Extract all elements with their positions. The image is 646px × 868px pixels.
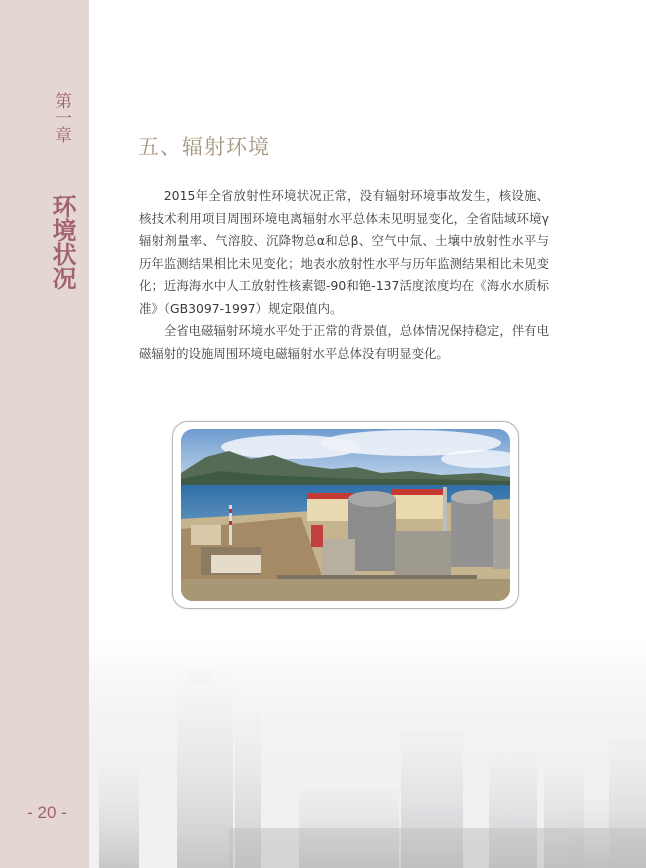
photo-frame	[172, 421, 519, 609]
nuclear-plant-photo	[181, 429, 510, 601]
chapter-title: 环境状况	[48, 194, 77, 290]
chapter-sidebar	[0, 0, 89, 868]
section-heading: 五、辐射环境	[138, 135, 270, 159]
city-skyline-image	[89, 640, 646, 868]
body-text	[139, 185, 549, 365]
paragraph-electromagnetic: 全省电磁辐射环境水平处于正常的背景值，总体情况保持稳定，伴有电磁辐射的设施周围环境电磁辐射水平总体没有明显变化。	[139, 323, 549, 361]
chapter-number: 第一章	[51, 92, 71, 143]
page-number: - 20 -	[27, 803, 67, 822]
paragraph-radioactivity: 2015年全省放射性环境状况正常，没有辐射环境事故发生，核设施、核技术利用项目周围环境电离辐射水平总体未见明显变化，全省陆域环境γ辐射剂量率、气溶胶、沉降物总α和总β、空气中氚、土壤中放射性水平与历年监测结果相比未见变化；地表水放射性水平与历年监测结果相比未见变化；近海海水中人工放射性核素锶-90和铯-137活度浓度均在《海水水质标准》（GB3097-1997）规定限值内。	[139, 188, 549, 316]
